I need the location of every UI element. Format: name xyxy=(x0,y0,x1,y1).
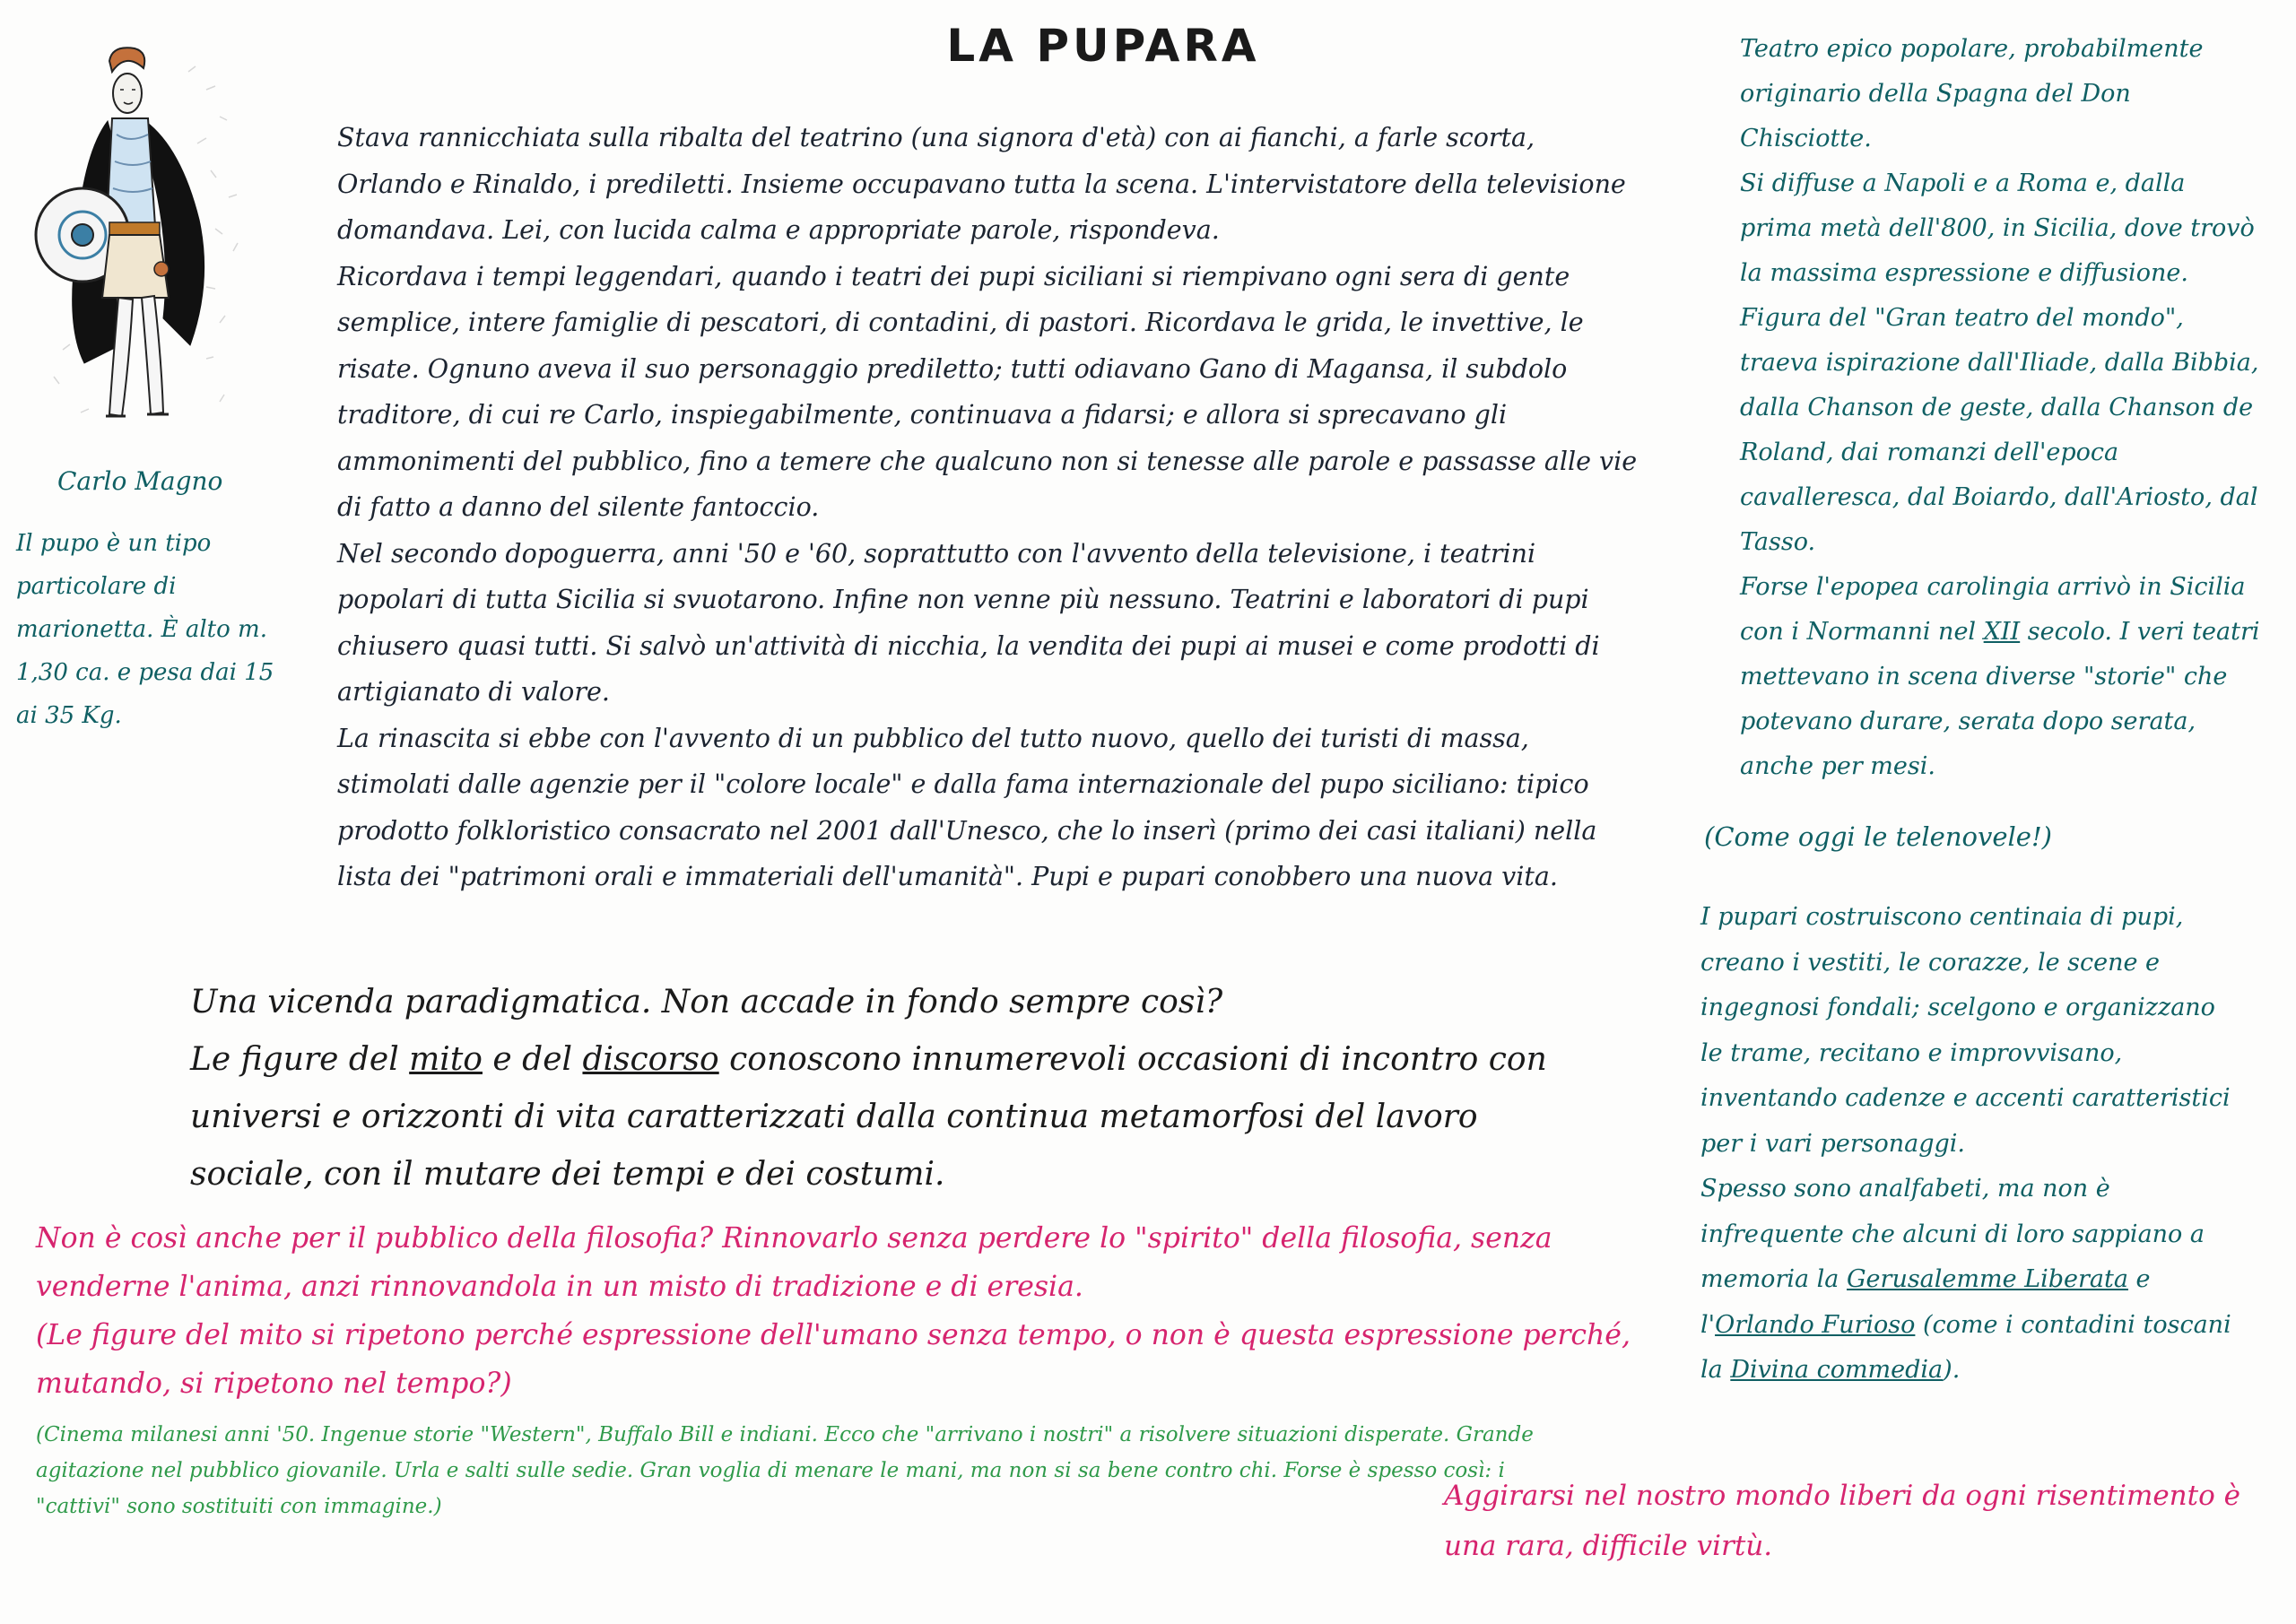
underlined-orlando: Orlando Furioso xyxy=(1715,1310,1916,1339)
side-bottom-p2-pre: Spesso sono analfabeti, ma non è infrequente che alcuni di loro sappiano a memoria la xyxy=(1700,1175,2205,1293)
side-parenthetical: (Come oggi le telenovele!) xyxy=(1704,821,2052,852)
main-paragraph-1: Stava rannicchiata sulla ribalta del teatrino (una signora d'età) con ai fianchi, a farle scorta, Orlando e Rinaldo, i prediletti. Insieme occupavano tutta la scena. L'intervistatore della televisione domandava. Lei, con lucida calma e appropriate parole, rispondeva. xyxy=(337,123,1626,245)
side-bottom-p2-mid2: (come i contadini toscani la xyxy=(1700,1310,2231,1384)
pink-paragraph xyxy=(36,1214,1650,1408)
main-paragraph-3: Nel secondo dopoguerra, anni '50 e '60, soprattutto con l'avvento della televisione, i teatrini popolari di tutta Sicilia si svuotarono. Infine non venne più nessuno. Teatrini e laboratori di pupi chiusero quasi tutti. Si salvò un'attività di nicchia, la vendita dei pupi ai musei e come prodotti di artigianato di valore. xyxy=(337,538,1600,707)
main-paragraph-2: Ricordava i tempi leggendari, quando i teatri dei pupi siciliani si riempivano ogni sera di gente semplice, intere famiglie di pescatori, di contadini, di pastori. Ricordava le grida, le invettive, le risate. Ognuno aveva il suo personaggio prediletto; tutti odiavano Gano di Magansa, il subdolo traditore, di cui re Carlo, inspiegabilmente, continuava a fidarsi; e allora si sprecavano gli ammonimenti del pubblico, fino a temere che qualcuno non si tenesse alle parole e passasse alle vie di fatto a danno del silente fantoccio. xyxy=(337,261,1638,522)
puppet-carlo-magno-drawing-icon xyxy=(27,36,260,457)
side-paragraph-4 xyxy=(1740,565,2260,789)
underlined-word-mito: mito xyxy=(409,1041,483,1078)
black-paragraph-pre: Le figure del xyxy=(190,1041,410,1078)
side-p4-pre: Forse l'epopea carolingia arrivò in Sicilia con i Normanni nel xyxy=(1740,573,2246,646)
underlined-divina: Divina commedia xyxy=(1730,1356,1944,1384)
side-bottom-paragraph-2 xyxy=(1700,1167,2237,1394)
black-paragraph-mid: e del xyxy=(482,1041,583,1078)
side-paragraph-2: Si diffuse a Napoli e a Roma e, dalla prima metà dell'800, in Sicilia, dove trovò la massima espressione e diffusione. xyxy=(1740,169,2255,287)
side-paragraph-1: Teatro epico popolare, probabilmente originario della Spagna del Don Chisciotte. xyxy=(1740,35,2204,152)
black-paragraph xyxy=(190,974,1607,1203)
page-title: LA PUPARA xyxy=(946,20,1260,72)
black-paragraph-line-1: Una vicenda paradigmatica. Non accade in fondo sempre così? xyxy=(190,984,1223,1020)
green-paragraph: (Cinema milanesi anni '50. Ingenue storie "Western", Buffalo Bill e indiani. Ecco che "arrivano i nostri" a risolvere situazioni disperate. Grande agitazione nel pubblico giovanile. Urla e salti sulle sedie. Gran voglia di menare le mani, ma non si sa bene contro chi. Forse è spesso così: i "cattivi" sono sostituiti con immagine.) xyxy=(36,1423,1534,1518)
black-paragraph-post: conoscono innumerevoli occasioni di incontro con universi e orizzonti di vita caratterizzati dalla continua metamorfosi del lavoro sociale, con il mutare dei tempi e dei costumi. xyxy=(190,1041,1547,1193)
underlined-gerusalemme: Gerusalemme Liberata xyxy=(1846,1265,2128,1293)
underlined-word-discorso: discorso xyxy=(582,1041,719,1078)
side-bottom-paragraph-1: I pupari costruiscono centinaia di pupi, creano i vestiti, le corazze, le scene e ingegnosi fondali; scelgono e organizzano le trame, recitano e improvvisano, inventando cadenze e accenti caratteristici per i vari personaggi. xyxy=(1700,903,2231,1158)
side-p4-post: secolo. I veri teatri mettevano in scena diverse "storie" che potevano durare, serata dopo serata, anche per mesi. xyxy=(1740,618,2260,780)
figure-caption: Carlo Magno xyxy=(57,466,223,496)
black-paragraph-body xyxy=(190,1031,1607,1203)
main-text-block xyxy=(337,115,1639,900)
right-column-top xyxy=(1740,27,2260,789)
pink-paragraph-line-2: (Le figure del mito si ripetono perché espressione dell'umano senza tempo, o non è questa espressione perché, mutando, si ripetono nel tempo?) xyxy=(36,1319,1631,1400)
underlined-century: XII xyxy=(1983,618,2021,646)
main-paragraph-4: La rinascita si ebbe con l'avvento di un pubblico del tutto nuovo, quello dei turisti di massa, stimolati dalle agenzie per il "colore locale" e dalla fama internazionale del pupo siciliano: tipico prodotto folkloristico consacrato nel 2001 dall'Unesco, che lo inserì (primo dei casi italiani) nella lista dei "patrimoni orali e immateriali dell'umanità". Pupi e pupari conobbero una nuova vita. xyxy=(337,723,1597,891)
right-column-bottom xyxy=(1700,895,2237,1394)
pink-closing-note: Aggirarsi nel nostro mondo liberi da ogni risentimento è una rara, difficile virtù. xyxy=(1444,1480,2240,1562)
left-margin-note: Il pupo è un tipo particolare di marionetta. È alto m. 1,30 ca. e pesa dai 15 ai 35 Kg. xyxy=(16,530,274,729)
side-bottom-p2-post: ). xyxy=(1943,1356,1961,1384)
pink-paragraph-line-1: Non è così anche per il pubblico della filosofia? Rinnovarlo senza perdere lo "spirito" della filosofia, senza venderne l'anima, anzi rinnovandola in un misto di tradizione e di eresia. xyxy=(36,1222,1552,1303)
side-bottom-p2-mid: e l' xyxy=(1700,1265,2151,1339)
side-paragraph-3: Figura del "Gran teatro del mondo", traeva ispirazione dall'Iliade, dalla Bibbia, dalla Chanson de geste, dalla Chanson de Roland, dai romanzi dell'epoca cavalleresca, dal Boiardo, dall'Ariosto, dal Tasso. xyxy=(1740,304,2259,556)
